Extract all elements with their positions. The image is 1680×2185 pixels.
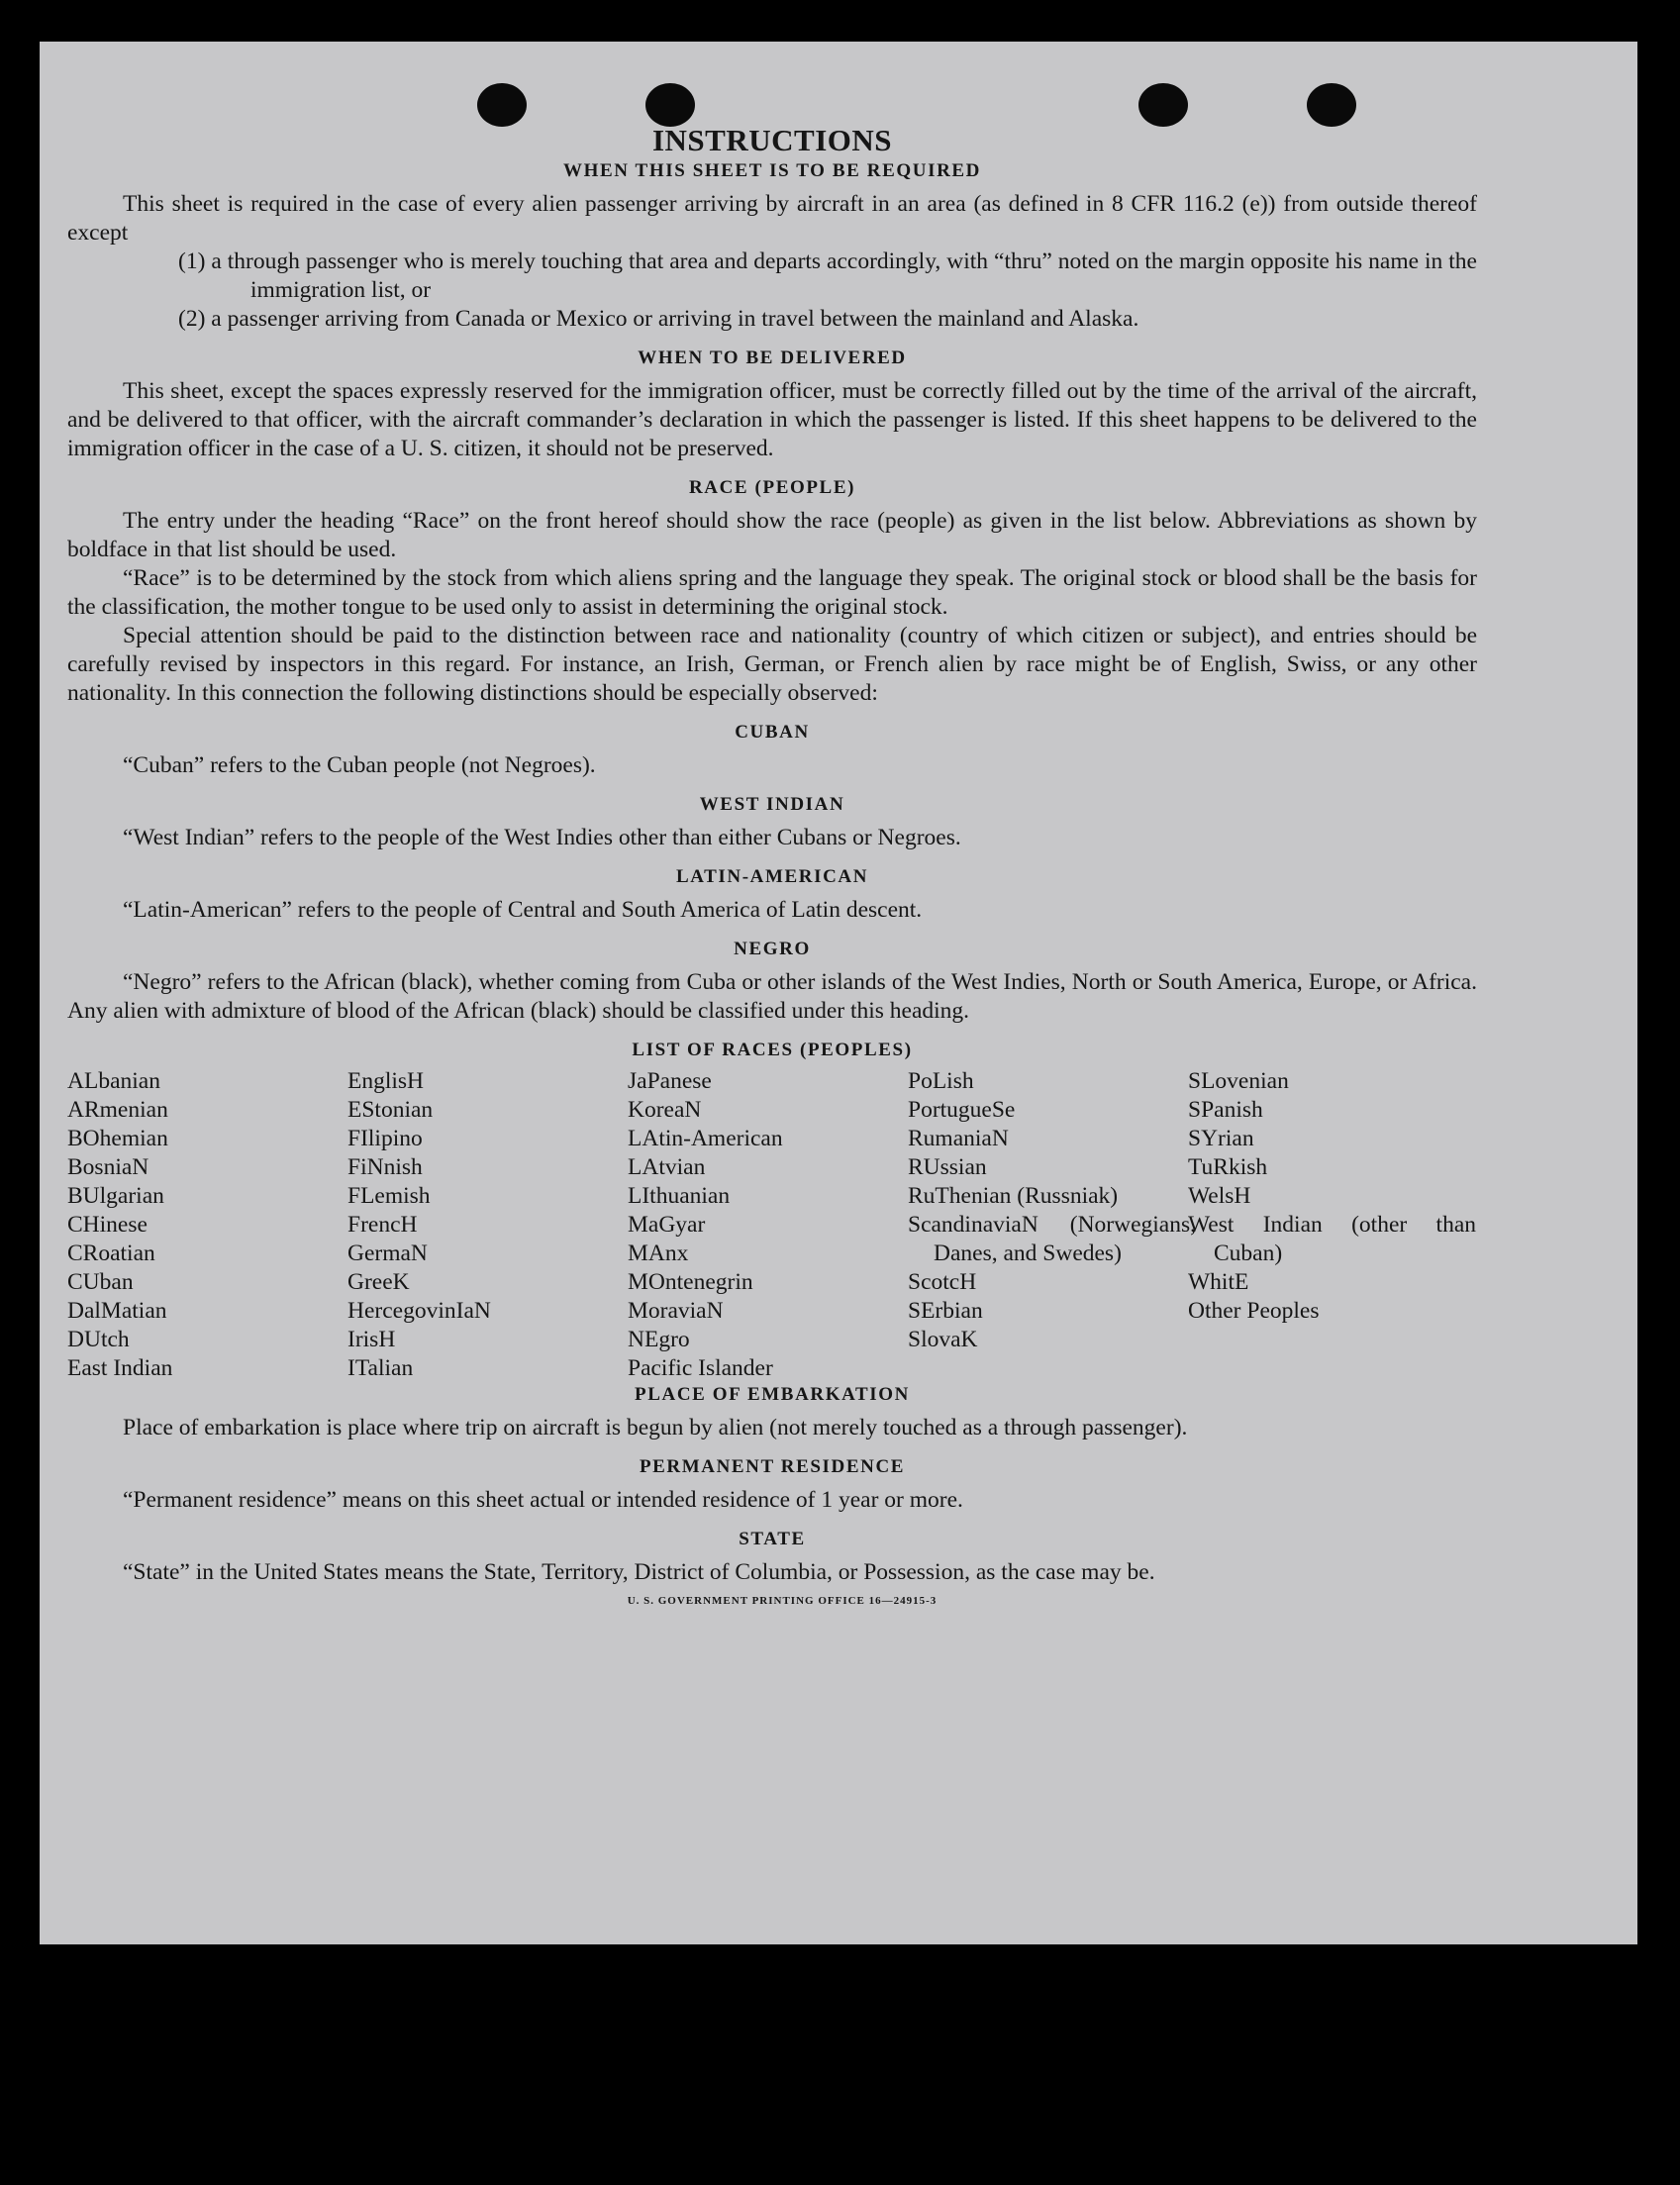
race-item: RUssian bbox=[908, 1154, 987, 1180]
negro-text: “Negro” refers to the African (black), whether coming from Cuba or other islands of the West Indies, North or South America, Europe, or Africa. Any alien with admixture of blood of the African (black) should be classified under this heading. bbox=[67, 969, 1477, 1024]
race-paragraph-1: The entry under the heading “Race” on the front hereof should show the race (people) as given in the list below. Abbreviations as shown by boldface in that list should be used. bbox=[67, 508, 1477, 562]
race-item: ALbanian bbox=[67, 1068, 160, 1094]
latin-american-text: “Latin-American” refers to the people of Central and South America of Latin descent. bbox=[123, 897, 923, 923]
residence-text: “Permanent residence” means on this sheet actual or intended residence of 1 year or more. bbox=[123, 1487, 963, 1513]
section-heading-delivered: WHEN TO BE DELIVERED bbox=[638, 348, 907, 368]
race-item: ITalian bbox=[347, 1355, 414, 1381]
race-item: PoLish bbox=[908, 1068, 974, 1094]
required-item-2: (2) a passenger arriving from Canada or Mexico or arriving in travel between the mainland and Alaska. bbox=[178, 306, 1139, 332]
race-item: NEgro bbox=[628, 1327, 690, 1352]
section-heading-cuban: CUBAN bbox=[735, 722, 810, 743]
race-item: PortugueSe bbox=[908, 1097, 1016, 1123]
race-item: SYrian bbox=[1188, 1126, 1254, 1151]
race-item: WelsH bbox=[1188, 1183, 1251, 1209]
race-item: LAtin-American bbox=[628, 1126, 783, 1151]
race-item: RuThenian (Russniak) bbox=[908, 1183, 1119, 1209]
west-indian-text: “West Indian” refers to the people of the West Indies other than either Cubans or Negroes. bbox=[123, 825, 961, 850]
race-item: MAnx bbox=[628, 1241, 689, 1266]
race-item: CRoatian bbox=[67, 1241, 155, 1266]
race-column bbox=[347, 1067, 491, 1383]
race-item: FrencH bbox=[347, 1212, 418, 1238]
race-item: SlovaK bbox=[908, 1327, 978, 1352]
printing-office-footer: U. S. GOVERNMENT PRINTING OFFICE 16—24915-3 bbox=[627, 1595, 938, 1607]
race-item: KoreaN bbox=[628, 1097, 702, 1123]
section-heading-state: STATE bbox=[739, 1529, 806, 1549]
race-item: GreeK bbox=[347, 1269, 410, 1295]
section-heading-negro: NEGRO bbox=[734, 939, 811, 959]
race-item: East Indian bbox=[67, 1355, 173, 1381]
race-item: BosniaN bbox=[67, 1154, 149, 1180]
race-item: WhitE bbox=[1188, 1269, 1249, 1295]
race-item: CUban bbox=[67, 1269, 134, 1295]
race-paragraph-3: Special attention should be paid to the distinction between race and nationality (country of which citizen or subject), and entries should be carefully revised by inspectors in this regard. For instance, an Irish, German, or French alien by race might be of English, Swiss, or any other nationality. In this connection the following distinctions should be especially observed: bbox=[67, 623, 1477, 706]
document-sheet bbox=[40, 42, 1637, 1944]
state-text: “State” in the United States means the State, Territory, District of Columbia, or Possession, as the case may be. bbox=[123, 1559, 1155, 1585]
race-item: ScandinaviaN (Norwegians, Danes, and Swedes) bbox=[908, 1212, 1196, 1266]
cuban-text: “Cuban” refers to the Cuban people (not Negroes). bbox=[123, 752, 596, 778]
race-column bbox=[908, 1067, 1196, 1354]
race-item: FiNnish bbox=[347, 1154, 423, 1180]
race-item: CHinese bbox=[67, 1212, 148, 1238]
race-item: BUlgarian bbox=[67, 1183, 164, 1209]
race-item: HercegovinIaN bbox=[347, 1298, 491, 1324]
race-item: MOntenegrin bbox=[628, 1269, 753, 1295]
race-item: ScotcH bbox=[908, 1269, 977, 1295]
section-heading-west-indian: WEST INDIAN bbox=[699, 794, 845, 815]
race-item: Pacific Islander bbox=[628, 1355, 773, 1381]
required-intro: This sheet is required in the case of every alien passenger arriving by aircraft in an area (as defined in 8 CFR 116.2 (e)) from outside thereof except bbox=[67, 191, 1477, 246]
race-item: RumaniaN bbox=[908, 1126, 1009, 1151]
race-column bbox=[628, 1067, 783, 1383]
instructions-content bbox=[67, 121, 1477, 1607]
race-item: GermaN bbox=[347, 1241, 428, 1266]
section-heading-residence: PERMANENT RESIDENCE bbox=[639, 1456, 906, 1477]
embarkation-text: Place of embarkation is place where trip on aircraft is begun by alien (not merely touched as a through passenger). bbox=[123, 1415, 1188, 1440]
race-item: EStonian bbox=[347, 1097, 434, 1123]
section-heading-required: WHEN THIS SHEET IS TO BE REQUIRED bbox=[562, 160, 982, 181]
race-item: DalMatian bbox=[67, 1298, 167, 1324]
race-item: SPanish bbox=[1188, 1097, 1263, 1123]
section-heading-latin-american: LATIN-AMERICAN bbox=[675, 866, 869, 887]
race-item: LAtvian bbox=[628, 1154, 706, 1180]
race-item: Other Peoples bbox=[1188, 1298, 1320, 1324]
race-item: MaGyar bbox=[628, 1212, 706, 1238]
race-column bbox=[67, 1067, 172, 1383]
race-item: FLemish bbox=[347, 1183, 431, 1209]
required-item-1: (1) a through passenger who is merely touching that area and departs accordingly, with “thru” noted on the margin opposite his name in the immigration list, or bbox=[178, 248, 1477, 303]
race-paragraph-2: “Race” is to be determined by the stock from which aliens spring and the language they speak. The original stock or blood shall be the basis for the classification, the mother tongue to be used only to assist in determining the original stock. bbox=[67, 565, 1477, 620]
race-list bbox=[67, 1067, 1477, 1384]
race-item: EnglisH bbox=[347, 1068, 425, 1094]
race-item: West Indian (other than Cuban) bbox=[1188, 1212, 1476, 1266]
race-column bbox=[1188, 1067, 1476, 1326]
section-heading-race: RACE (PEOPLE) bbox=[688, 477, 856, 498]
race-item: SErbian bbox=[908, 1298, 983, 1324]
section-heading-embarkation: PLACE OF EMBARKATION bbox=[635, 1384, 910, 1405]
race-item: JaPanese bbox=[628, 1068, 712, 1094]
page-title: INSTRUCTIONS bbox=[651, 123, 892, 157]
race-item: IrisH bbox=[347, 1327, 396, 1352]
race-item: DUtch bbox=[67, 1327, 130, 1352]
delivered-text: This sheet, except the spaces expressly reserved for the immigration officer, must be correctly filled out by the time of the arrival of the aircraft, and be delivered to that officer, with the aircraft commander’s declaration in which the passenger is listed. If this sheet happens to be delivered to the immigration officer in the case of a U. S. citizen, it should not be preserved. bbox=[67, 378, 1477, 461]
race-item: SLovenian bbox=[1188, 1068, 1289, 1094]
race-item: LIthuanian bbox=[628, 1183, 731, 1209]
section-heading-list-of-races: LIST OF RACES (PEOPLES) bbox=[632, 1040, 913, 1060]
race-item: TuRkish bbox=[1188, 1154, 1268, 1180]
race-item: MoraviaN bbox=[628, 1298, 724, 1324]
race-item: ARmenian bbox=[67, 1097, 168, 1123]
race-item: FIlipino bbox=[347, 1126, 423, 1151]
race-item: BOhemian bbox=[67, 1126, 168, 1151]
